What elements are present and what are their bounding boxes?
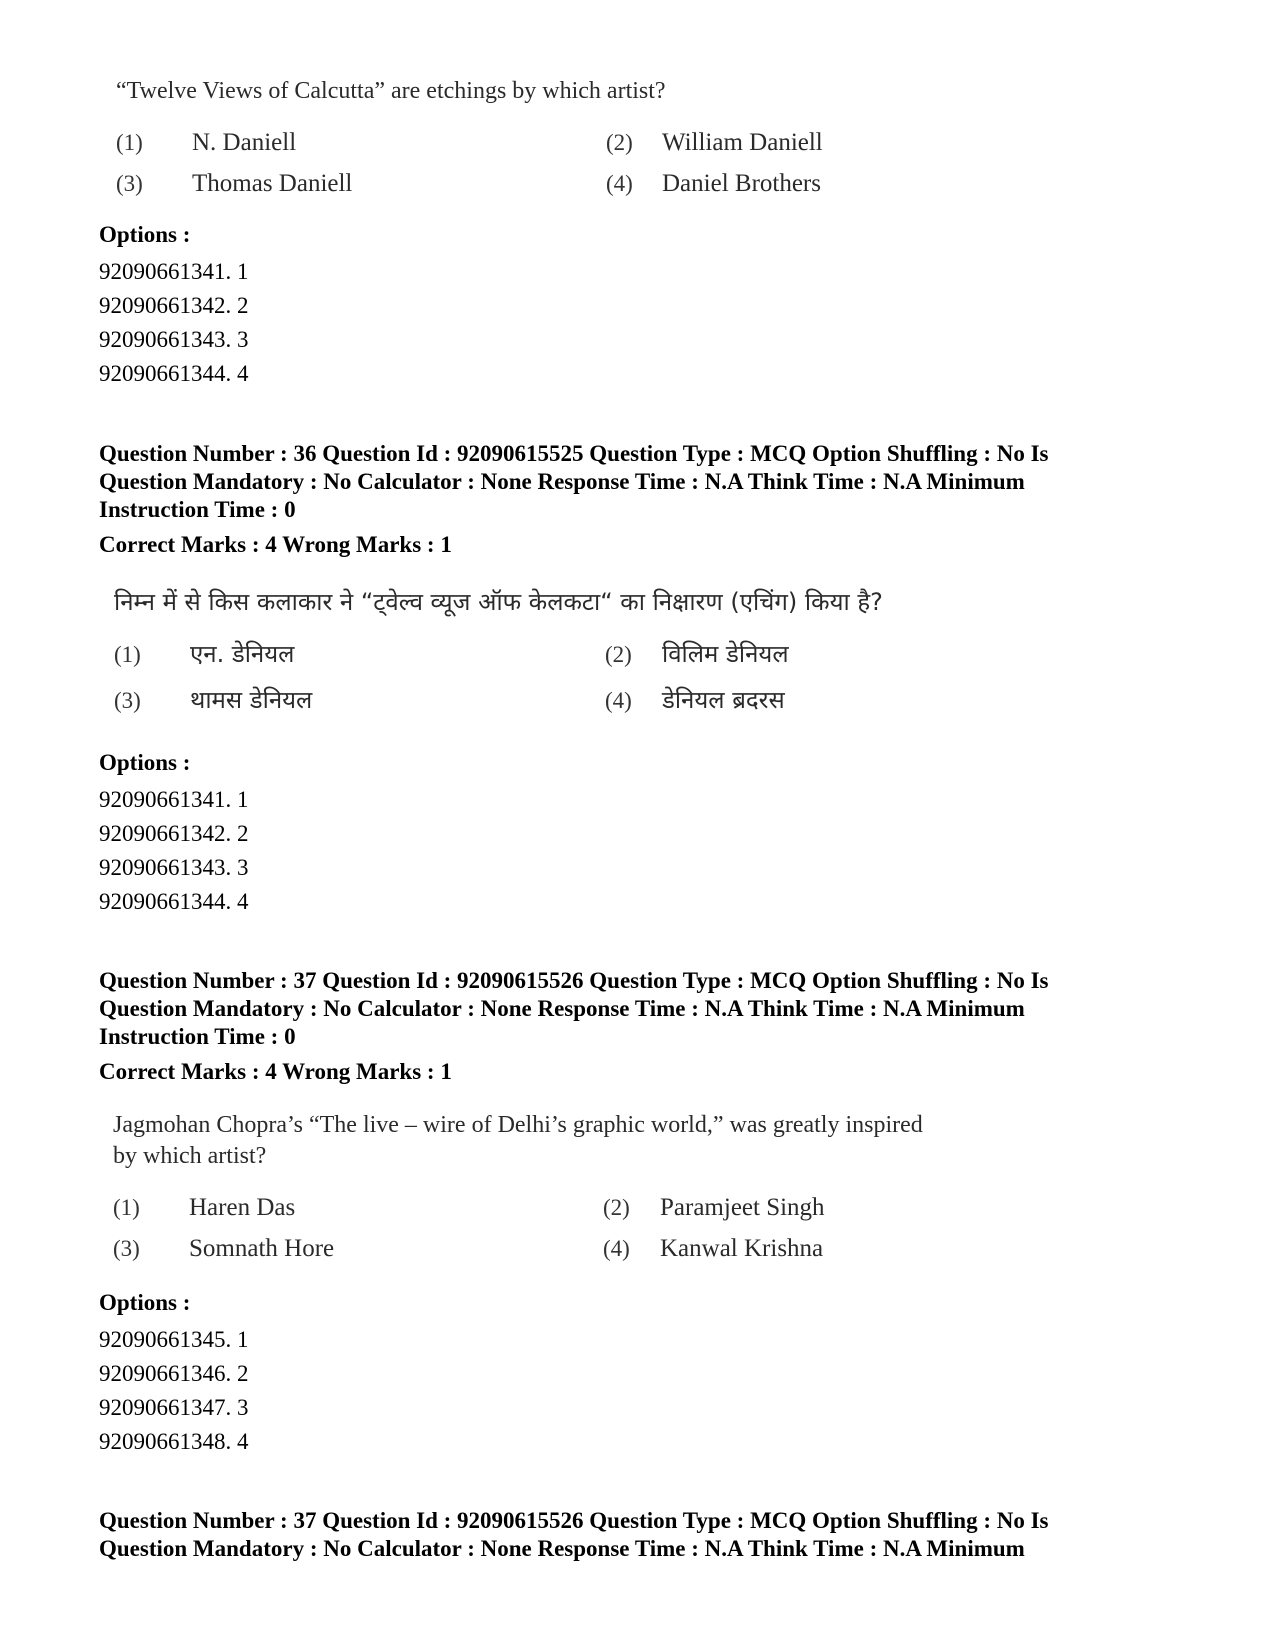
choice-text: Kanwal Krishna [660,1235,824,1262]
option-id: 92090661346. 2 [99,1361,249,1386]
question-meta-line: Question Mandatory : No Calculator : None Response Time : N.A Think Time : N.A Minimum [99,996,1025,1021]
choice-text: Paramjeet Singh [660,1194,825,1221]
choice-text: Somnath Hore [189,1235,335,1262]
choice-number: (4) [603,1236,630,1261]
choice-text: Thomas Daniell [192,170,353,197]
question-meta-line: Question Mandatory : No Calculator : None Response Time : N.A Think Time : N.A Minimum [99,469,1025,494]
option-id: 92090661344. 4 [99,889,249,914]
question-text-en: Jagmohan Chopra’s “The live – wire of Delhi’s graphic world,” was greatly inspired [113,1112,923,1138]
option-id: 92090661343. 3 [99,855,249,880]
options-label: Options : [99,1290,191,1315]
choice-number: (3) [116,171,143,196]
question-meta-line: Instruction Time : 0 [99,497,296,522]
choice-text: एन. डेनियल [190,640,295,668]
question-meta-line: Instruction Time : 0 [99,1024,296,1049]
choice-number: (1) [114,642,141,667]
option-id: 92090661348. 4 [99,1429,249,1454]
choice-number: (3) [114,688,141,713]
question-text-en: by which artist? [113,1143,267,1169]
option-id: 92090661345. 1 [99,1327,249,1352]
choice-number: (3) [113,1236,140,1261]
option-id: 92090661347. 3 [99,1395,249,1420]
option-id: 92090661342. 2 [99,821,249,846]
option-id: 92090661344. 4 [99,361,249,386]
options-label: Options : [99,222,191,247]
options-label: Options : [99,750,191,775]
choice-text: थामस डेनियल [190,686,313,714]
choice-text: Haren Das [189,1194,296,1221]
question-meta-line: Question Number : 37 Question Id : 92090615526 Question Type : MCQ Option Shuffling : No Is [99,968,1049,993]
marks-line: Correct Marks : 4 Wrong Marks : 1 [99,1059,452,1084]
choice-number: (2) [603,1195,630,1220]
choice-text: Daniel Brothers [662,170,821,197]
option-id: 92090661343. 3 [99,327,249,352]
option-id: 92090661341. 1 [99,787,249,812]
choice-number: (2) [605,642,632,667]
choice-number: (2) [606,130,633,155]
question-meta-line: Question Number : 36 Question Id : 92090615525 Question Type : MCQ Option Shuffling : No Is [99,441,1049,466]
option-id: 92090661342. 2 [99,293,249,318]
marks-line: Correct Marks : 4 Wrong Marks : 1 [99,532,452,557]
question-meta-line: Question Mandatory : No Calculator : None Response Time : N.A Think Time : N.A Minimum [99,1536,1025,1561]
choice-text: William Daniell [662,129,823,156]
choice-text: N. Daniell [192,129,297,156]
choice-number: (4) [606,171,633,196]
choice-number: (1) [113,1195,140,1220]
choice-number: (1) [116,130,143,155]
question-meta-line: Question Number : 37 Question Id : 92090615526 Question Type : MCQ Option Shuffling : No Is [99,1508,1049,1533]
choice-number: (4) [605,688,632,713]
question-text-en: “Twelve Views of Calcutta” are etchings by which artist? [116,78,666,104]
choice-text: डेनियल ब्रदरस [662,686,785,714]
choice-text: विलिम डेनियल [662,640,789,668]
option-id: 92090661341. 1 [99,259,249,284]
question-text-hi: निम्न में से किस कलाकार ने “ट्वेल्व व्यूज ऑफ केलकटा“ का निक्षारण (एचिंग) किया है? [114,588,883,616]
